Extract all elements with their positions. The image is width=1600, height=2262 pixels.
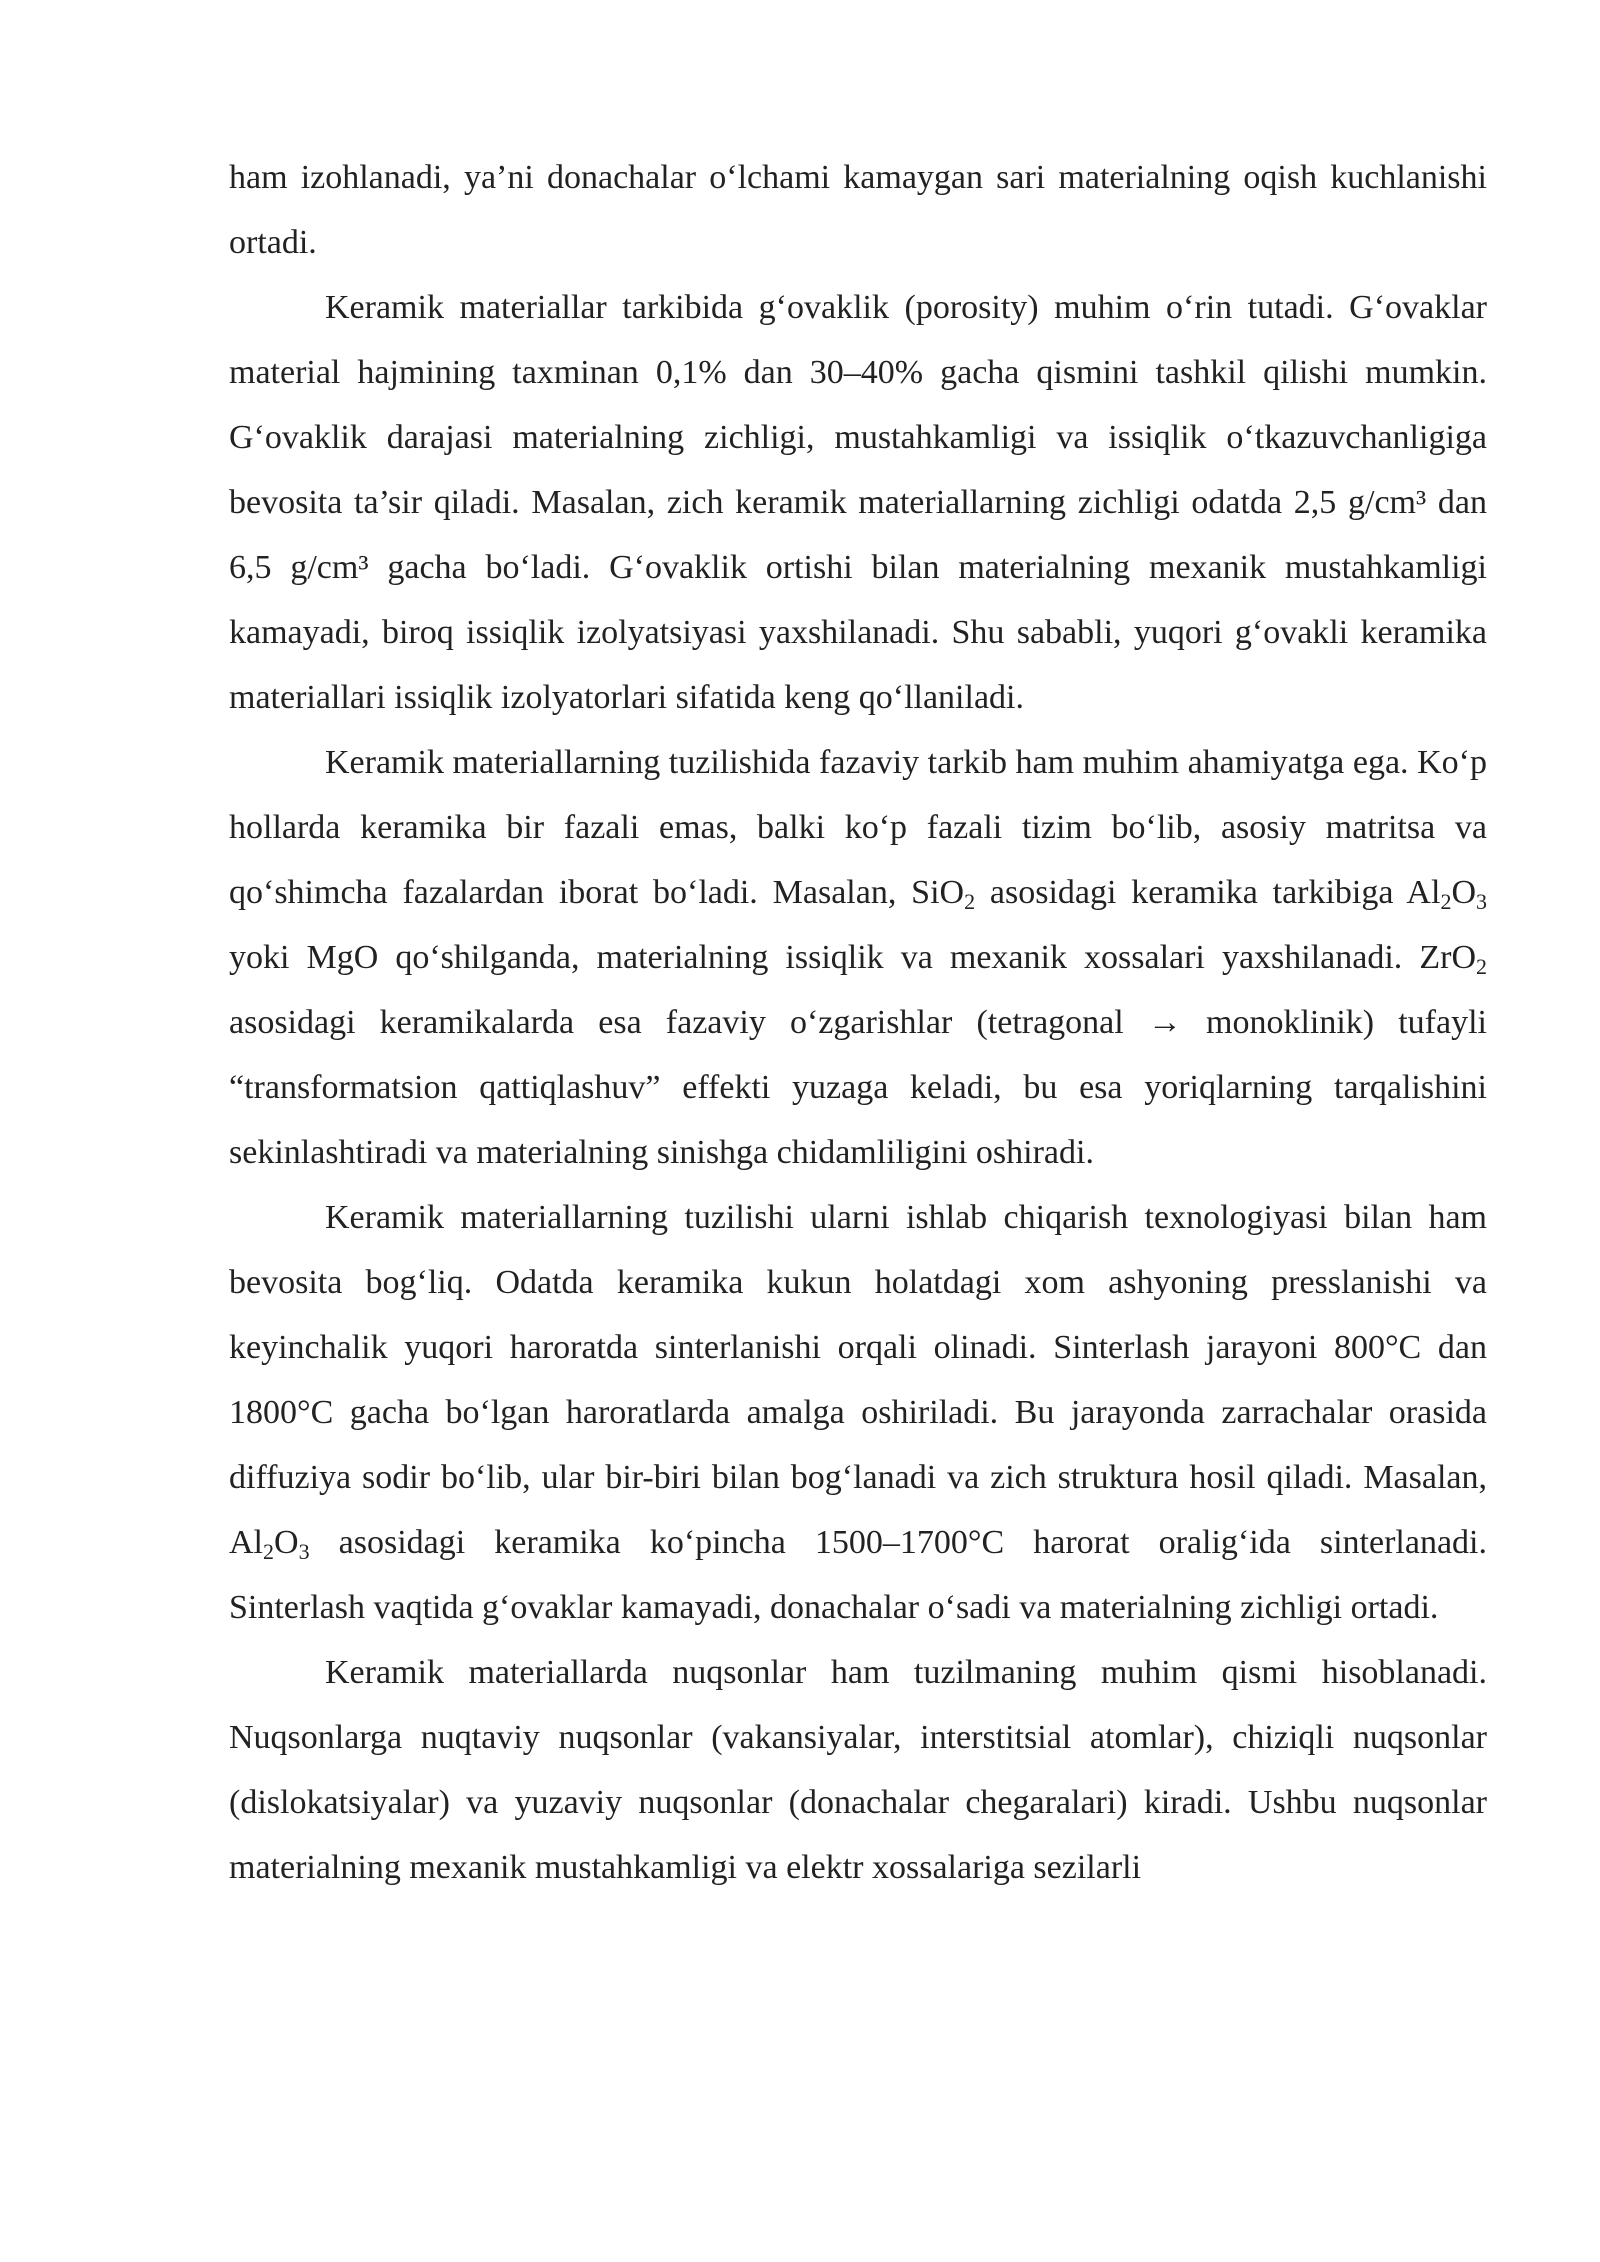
text-segment: Keramik materiallarning tuzilishida fazaviy tarkib ham muhim ahamiyatga ega. Ko‘p hollarda keramika bir fazali emas, balki ko‘p fazali tizim bo‘lib, asosiy matritsa va qo‘shimcha fazalardan iborat bo‘ladi. Masalan, SiO (229, 744, 1487, 911)
text-segment: asosidagi keramika tarkibiga Al (975, 874, 1441, 911)
text-segment: yoki MgO qo‘shilganda, materialning issiqlik va mexanik xossalari yaxshilanadi. ZrO (229, 939, 1476, 976)
subscript: 2 (964, 889, 976, 914)
document-page (229, 145, 1487, 1900)
paragraph-1 (229, 145, 1487, 275)
subscript: 3 (298, 1539, 310, 1564)
text-segment: asosidagi keramikalarda esa fazaviy o‘zgarishlar (tetragonal → monoklinik) tufayli “transformatsion qattiqlashuv” effekti yuzaga keladi, bu esa yoriqlarning tarqalishini sekinlashtiradi va materialning sinishga chidamliligini oshiradi. (229, 1004, 1487, 1171)
text-segment: ham izohlanadi, ya’ni donachalar o‘lchami kamaygan sari materialning oqish kuchlanishi ortadi. (229, 159, 1487, 261)
paragraph-3 (229, 730, 1487, 1185)
text-segment: Keramik materiallar tarkibida g‘ovaklik (porosity) muhim o‘rin tutadi. G‘ovaklar material hajmining taxminan 0,1% dan 30–40% gacha qismini tashkil qilishi mumkin. G‘ovaklik darajasi materialning zichligi, mustahkamligi va issiqlik o‘tkazuvchanligiga bevosita ta’sir qiladi. Masalan, zich keramik materiallarning zichligi odatda 2,5 g/cm³ dan 6,5 g/cm³ gacha bo‘ladi. G‘ovaklik ortishi bilan materialning mexanik mustahkamligi kamayadi, biroq issiqlik izolyatsiyasi yaxshilanadi. Shu sababli, yuqori g‘ovakli keramika materiallari issiqlik izolyatorlari sifatida keng qo‘llaniladi. (229, 289, 1487, 716)
text-segment: Keramik materiallarda nuqsonlar ham tuzilmaning muhim qismi hisoblanadi. Nuqsonlarga nuqtaviy nuqsonlar (vakansiyalar, interstitsial atomlar), chiziqli nuqsonlar (dislokatsiyalar) va yuzaviy nuqsonlar (donachalar chegaralari) kiradi. Ushbu nuqsonlar materialning mexanik mustahkamligi va elektr xossalariga sezilarli (229, 1654, 1487, 1886)
subscript: 2 (1476, 954, 1487, 979)
text-segment: asosidagi keramika ko‘pincha 1500–1700°C harorat oralig‘ida sinterlanadi. Sinterlash vaqtida g‘ovaklar kamayadi, donachalar o‘sadi va materialning zichligi ortadi. (229, 1524, 1487, 1626)
paragraph-2 (229, 275, 1487, 730)
text-segment: Keramik materiallarning tuzilishi ularni ishlab chiqarish texnologiyasi bilan ham bevosita bog‘liq. Odatda keramika kukun holatdagi xom ashyoning presslanishi va keyinchalik yuqori haroratda sinterlanishi orqali olinadi. Sinterlash jarayoni 800°C dan 1800°C gacha bo‘lgan haroratlarda amalga oshiriladi. Bu jarayonda zarrachalar orasida diffuziya sodir bo‘lib, ular bir-biri bilan bog‘lanadi va zich struktura hosil qiladi. Masalan, Al (229, 1199, 1487, 1561)
text-segment: O (274, 1524, 299, 1561)
subscript: 2 (1440, 889, 1452, 914)
text-segment: O (1451, 874, 1476, 911)
subscript: 3 (1476, 889, 1487, 914)
subscript: 2 (263, 1539, 274, 1564)
paragraph-5 (229, 1640, 1487, 1900)
paragraph-4 (229, 1185, 1487, 1640)
